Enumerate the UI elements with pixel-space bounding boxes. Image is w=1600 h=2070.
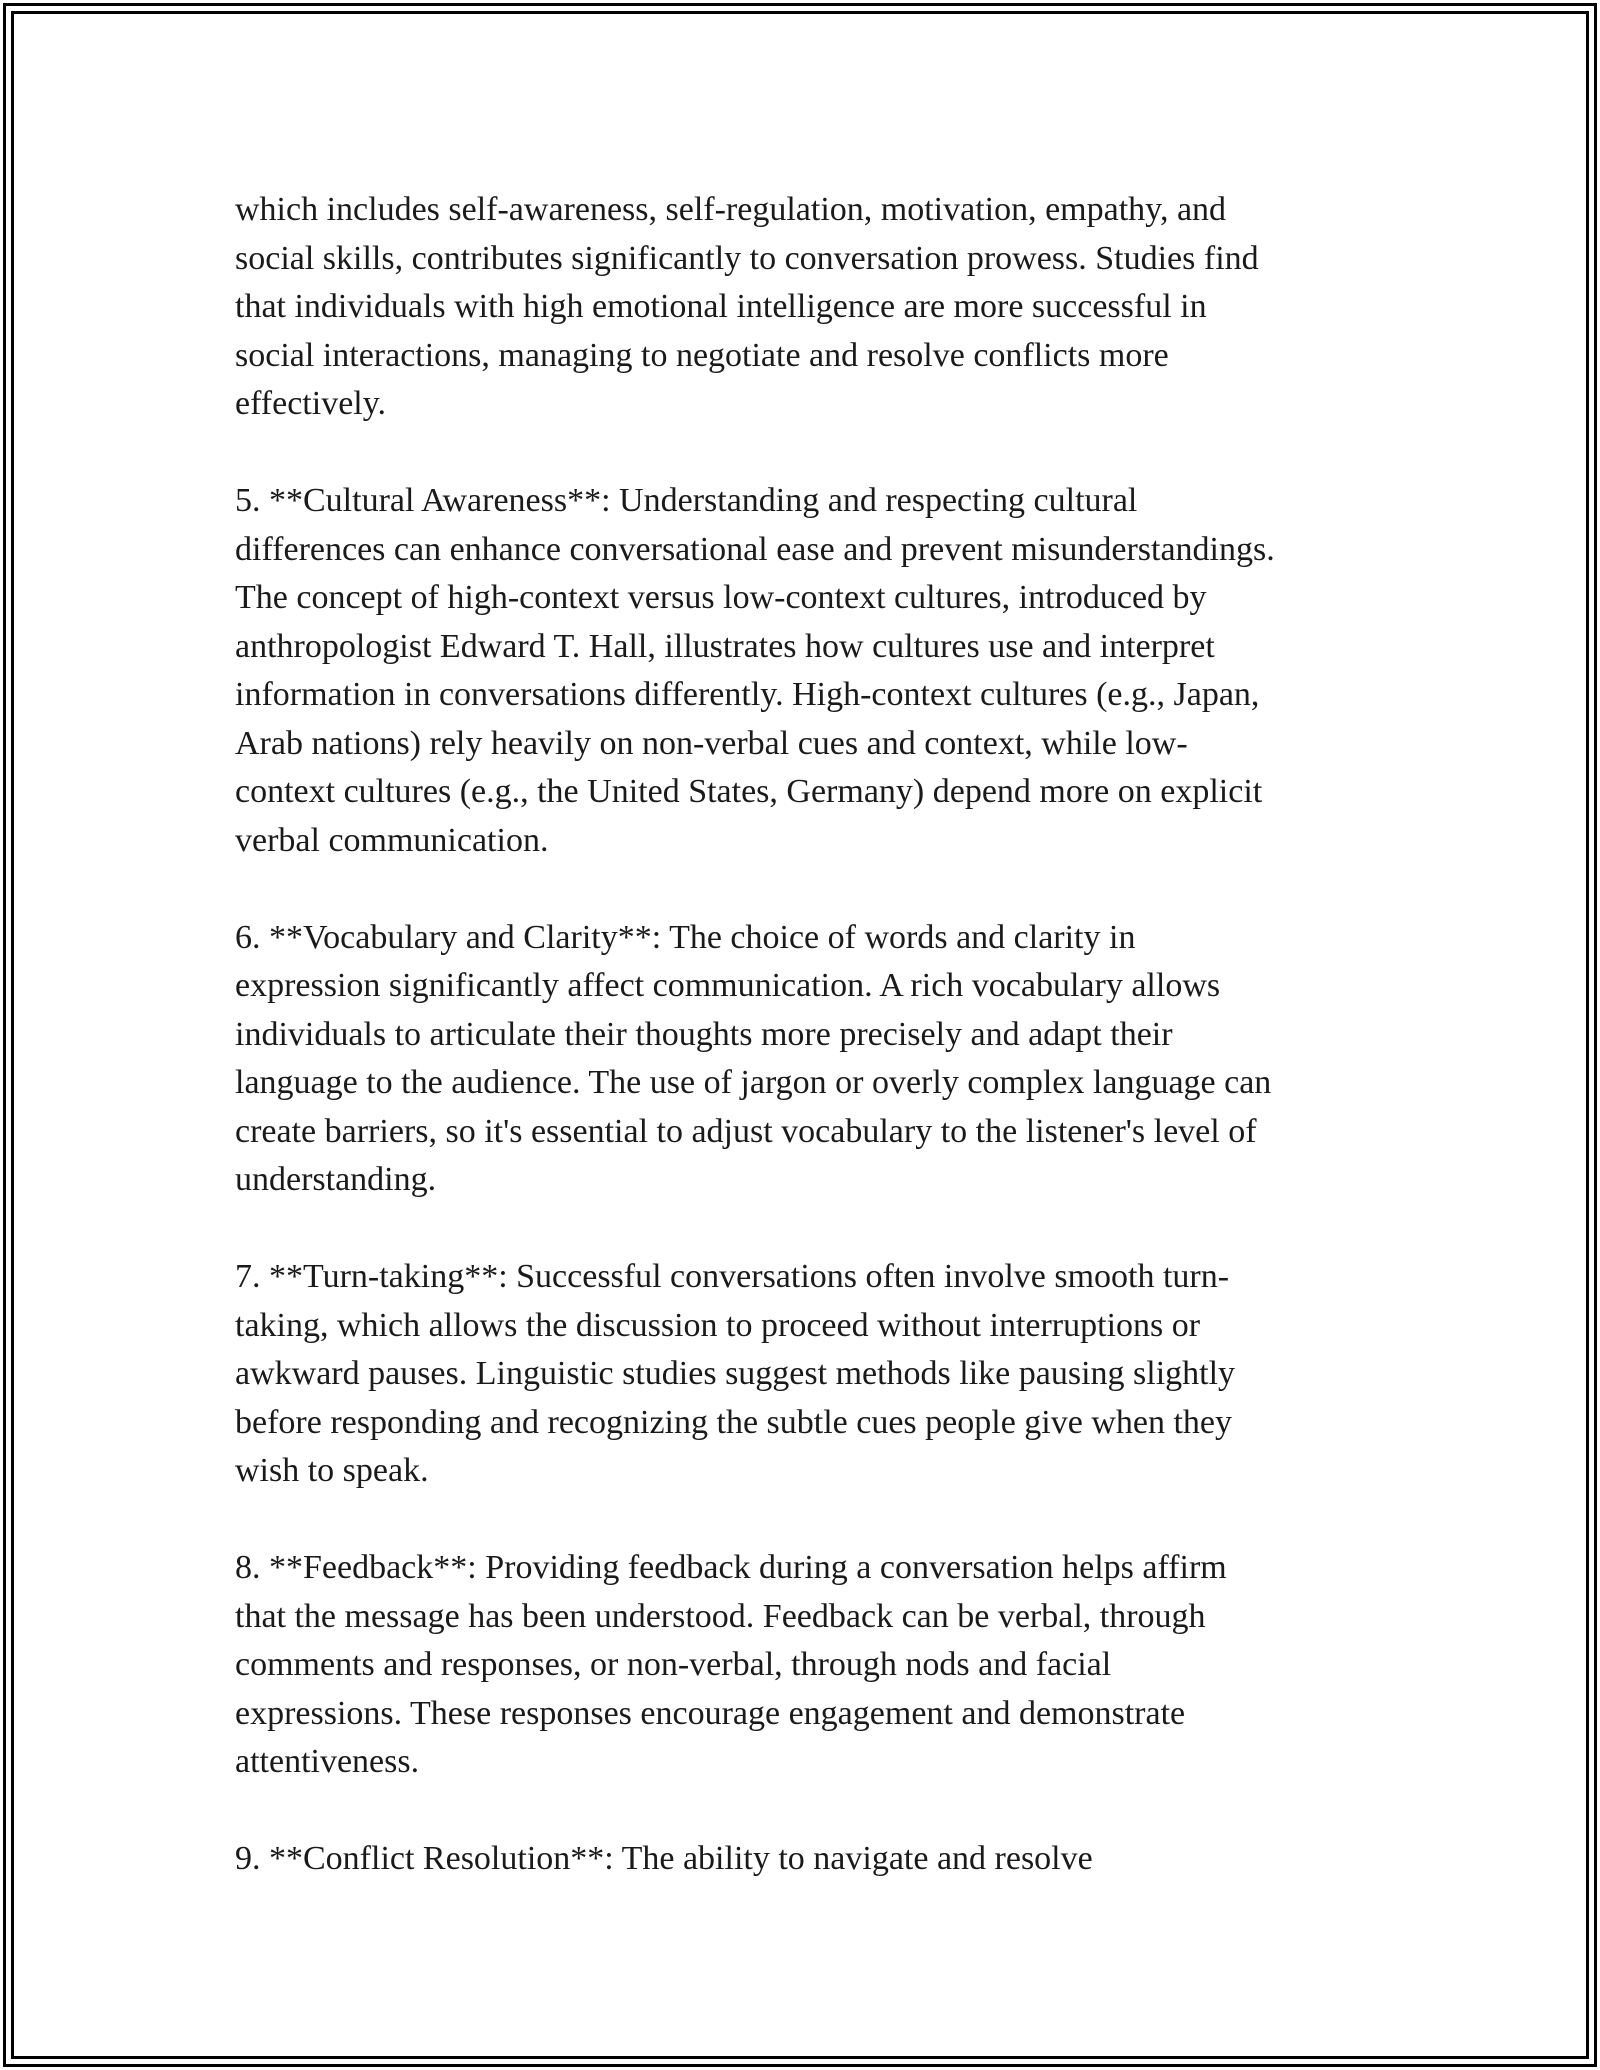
document-body xyxy=(235,186,1385,1884)
text-line: social skills, contributes significantly to conversation prowess. Studies find xyxy=(235,239,1259,277)
text-line: 6. **Vocabulary and Clarity**: The choice of words and clarity in xyxy=(235,918,1136,956)
text-line: that individuals with high emotional intelligence are more successful in xyxy=(235,288,1207,325)
text-line: 7. **Turn-taking**: Successful conversations often involve smooth turn- xyxy=(235,1258,1230,1295)
paragraph-feedback xyxy=(235,1544,1385,1787)
text-line: expressions. These responses encourage engagement and demonstrate xyxy=(235,1694,1186,1732)
text-line: anthropologist Edward T. Hall, illustrates how cultures use and interpret xyxy=(235,627,1215,665)
text-line: taking, which allows the discussion to proceed without interruptions or xyxy=(235,1306,1201,1344)
text-line: verbal communication. xyxy=(235,821,549,859)
paragraph-cultural-awareness xyxy=(235,477,1385,865)
text-line: information in conversations differently. High-context cultures (e.g., Japan, xyxy=(235,676,1260,713)
text-line: 8. **Feedback**: Providing feedback during a conversation helps affirm xyxy=(235,1549,1227,1586)
paragraph-emotional-intelligence xyxy=(235,186,1385,429)
text-line: awkward pauses. Linguistic studies suggest methods like pausing slightly xyxy=(235,1355,1236,1392)
text-line: The concept of high-context versus low-context cultures, introduced by xyxy=(235,579,1207,616)
text-line: attentiveness. xyxy=(235,1743,420,1780)
text-line: which includes self-awareness, self-regulation, motivation, empathy, and xyxy=(235,191,1227,228)
paragraph-turn-taking xyxy=(235,1253,1385,1496)
text-line: create barriers, so it's essential to adjust vocabulary to the listener's level of xyxy=(235,1112,1257,1150)
text-line: wish to speak. xyxy=(235,1452,429,1489)
paragraph-conflict-resolution xyxy=(235,1835,1385,1884)
text-line: effectively. xyxy=(235,385,387,422)
text-line: Arab nations) rely heavily on non-verbal cues and context, while low- xyxy=(235,724,1188,762)
text-line: understanding. xyxy=(235,1161,437,1198)
text-line: that the message has been understood. Feedback can be verbal, through xyxy=(235,1597,1206,1635)
text-line: 9. **Conflict Resolution**: The ability to navigate and resolve xyxy=(235,1840,1093,1877)
text-line: social interactions, managing to negotiate and resolve conflicts more xyxy=(235,336,1169,374)
text-line: before responding and recognizing the subtle cues people give when they xyxy=(235,1403,1233,1441)
paragraph-vocabulary-clarity xyxy=(235,914,1385,1205)
text-line: differences can enhance conversational ease and prevent misunderstandings. xyxy=(235,530,1275,568)
text-line: language to the audience. The use of jargon or overly complex language can xyxy=(235,1064,1272,1101)
text-line: context cultures (e.g., the United States, Germany) depend more on explicit xyxy=(235,773,1263,810)
text-line: 5. **Cultural Awareness**: Understanding and respecting cultural xyxy=(235,482,1138,519)
text-line: comments and responses, or non-verbal, through nods and facial xyxy=(235,1646,1112,1683)
text-line: expression significantly affect communication. A rich vocabulary allows xyxy=(235,967,1221,1004)
text-line: individuals to articulate their thoughts more precisely and adapt their xyxy=(235,1015,1173,1053)
